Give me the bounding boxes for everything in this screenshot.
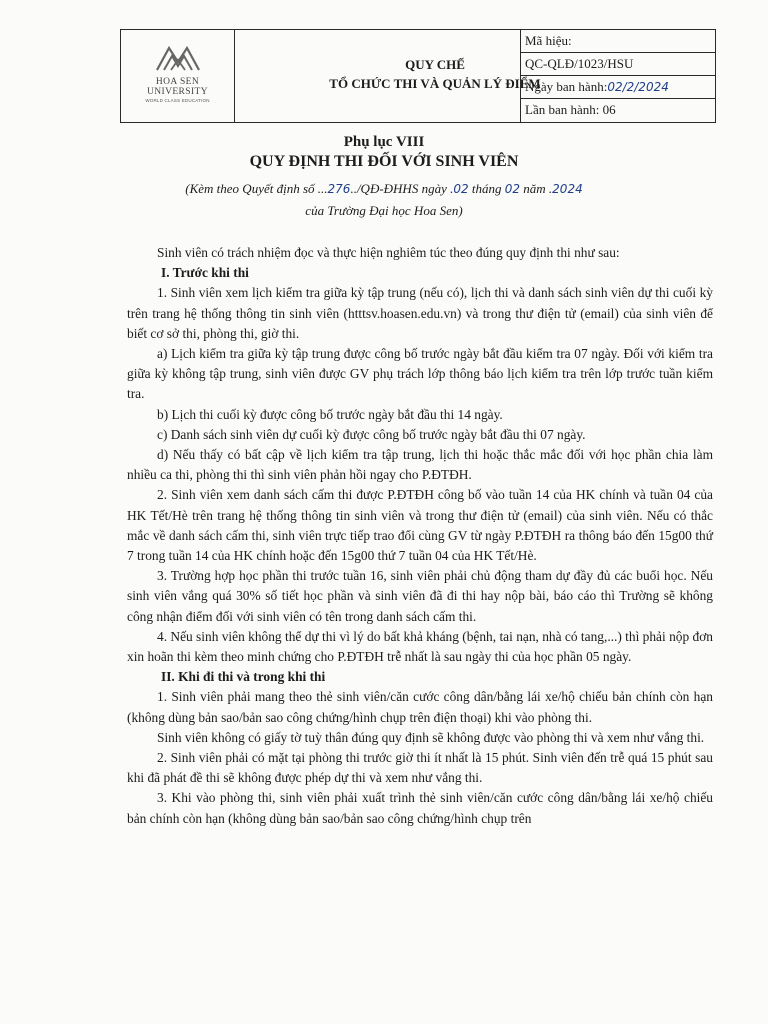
paragraph: 1. Sinh viên xem lịch kiểm tra giữa kỳ tập trung (nếu có), lịch thi và danh sách sinh viên dự thi cuối kỳ trên trang hệ thống thông tin sinh viên (htttsv.hoasen.edu.vn) và trong thư điện tử (email) của sinh viên để biết cơ sở thi, phòng thi, giờ thi. [127,285,713,341]
issue-date-handwritten: 02/2/2024 [607,80,669,94]
decision-month-label: tháng [468,181,505,196]
title-line2: TỔ CHỨC THI VÀ QUẢN LÝ ĐIỂM [329,76,541,91]
paragraph: 1. Sinh viên phải mang theo thẻ sinh viên/căn cước công dân/bằng lái xe/hộ chiếu bản chính còn hạn (không dùng bản sao/bản sao công chứng/hình chụp trên điện thoại) khi vào phòng thi. [127,689,713,725]
university-logo [121,30,235,122]
document-header [120,29,716,123]
paragraph: b) Lịch thi cuối kỳ được công bố trước ngày bắt đầu thi 14 ngày. [157,406,503,422]
section-heading-during-exam: II. Khi đi thi và trong khi thi [161,669,326,685]
paragraph: a) Lịch kiểm tra giữa kỳ tập trung được công bố trước ngày bắt đầu kiểm tra 07 ngày. Đối với kiểm tra giữa kỳ không tập trung, sinh viên được GV phụ trách lớp thông báo lịch kiểm tra trên lớp trước tuần kiểm tra. [127,346,713,402]
paragraph: 3. Trường hợp học phần thi trước tuần 16, sinh viên phải chủ động tham dự đầy đủ các buổi học. Nếu sinh viên vắng quá 30% số tiết học phần và sinh viên đã đi thi hay nộp bài, báo cáo thì Trường sẽ không công nhận điểm đối với sinh viên có tên trong danh sách cấm thi. [127,568,713,624]
appendix-label: Phụ lục VIII [343,134,425,150]
appendix-title: QUY ĐỊNH THI ĐỐI VỚI SINH VIÊN [249,153,519,170]
paragraph: d) Nếu thấy có bất cập về lịch kiểm tra tập trung, lịch thi hoặc thắc mắc đối với học phần chia làm nhiều ca thi, phòng thi thì sinh viên phản hồi ngay cho P.ĐTĐH. [127,447,713,483]
lotus-mountain-icon [155,42,201,72]
decision-reference [0,181,768,197]
section-heading-before-exam: I. Trước khi thi [161,265,249,281]
issue-date-row [521,76,716,99]
paragraph: 2. Sinh viên phải có mặt tại phòng thi trước giờ thi ít nhất là 15 phút. Sinh viên đến trễ quá 15 phút sau khi đã phát đề thi sẽ không được phép dự thi và xem như vắng thi. [127,750,713,786]
decision-month: 02 [504,182,521,196]
decision-mid: ../QĐ-ĐHHS ngày . [350,181,454,196]
issuer: của Trường Đại học Hoa Sen) [305,203,463,218]
code-label: Mã hiệu: [521,30,716,53]
paragraph: c) Danh sách sinh viên dự cuối kỳ được công bố trước ngày bắt đầu thi 07 ngày. [157,426,586,442]
decision-number: 276 [327,182,351,196]
issue-date-label: Ngày ban hành: [525,79,608,94]
code-value: QC-QLĐ/1023/HSU [521,53,716,76]
logo-name-line1: HOA SEN [155,77,200,87]
paragraph: 3. Khi vào phòng thi, sinh viên phải xuất trình thẻ sinh viên/căn cước công dân/bằng lái xe/hộ chiếu bản chính còn hạn (không dùng bản sao/bản sao công chứng/hình chụp trên [127,790,713,826]
logo-tagline: WORLD CLASS EDUCATION [145,98,210,103]
intro-paragraph: Sinh viên có trách nhiệm đọc và thực hiện nghiêm túc theo đúng quy định thi như sau: [157,245,620,260]
logo-name-line2: UNIVERSITY [147,87,208,97]
decision-year: 2024 [552,182,583,196]
title-line1: QUY CHẾ [405,57,465,72]
decision-prefix: (Kèm theo Quyết định số ... [185,181,328,196]
decision-year-label: năm . [520,181,553,196]
decision-day: 02 [453,182,469,196]
document-body [127,243,713,829]
paragraph: 4. Nếu sinh viên không thể dự thi vì lý do bất khả kháng (bệnh, tai nạn, nhà có tang,...) thì phải nộp đơn xin hoãn thi kèm theo minh chứng cho P.ĐTĐH trễ nhất là sau ngày thi của học phần 05 ngày. [127,628,713,665]
edition: Lần ban hành: 06 [525,102,616,117]
paragraph: 2. Sinh viên xem danh sách cấm thi được P.ĐTĐH công bố vào tuần 14 của HK chính và tuần 04 của HK Tết/Hè trên trang hệ thống thông tin sinh viên và trong thư điện tử (email) của sinh viên. Nếu có thắc mắc về danh sách cấm thi, sinh viên trực tiếp trao đổi cùng GV từ ngày P.ĐTĐH ra thông báo đến 15g00 thứ 7 trong tuần 14 của HK chính hoặc đến 15g00 thứ 7 tuần 04 của HK Tết/Hè. [127,487,713,564]
document-meta [520,30,716,122]
paragraph: Sinh viên không có giấy tờ tuỳ thân đúng quy định sẽ không được vào phòng thi và xem như vắng thi. [157,729,705,745]
